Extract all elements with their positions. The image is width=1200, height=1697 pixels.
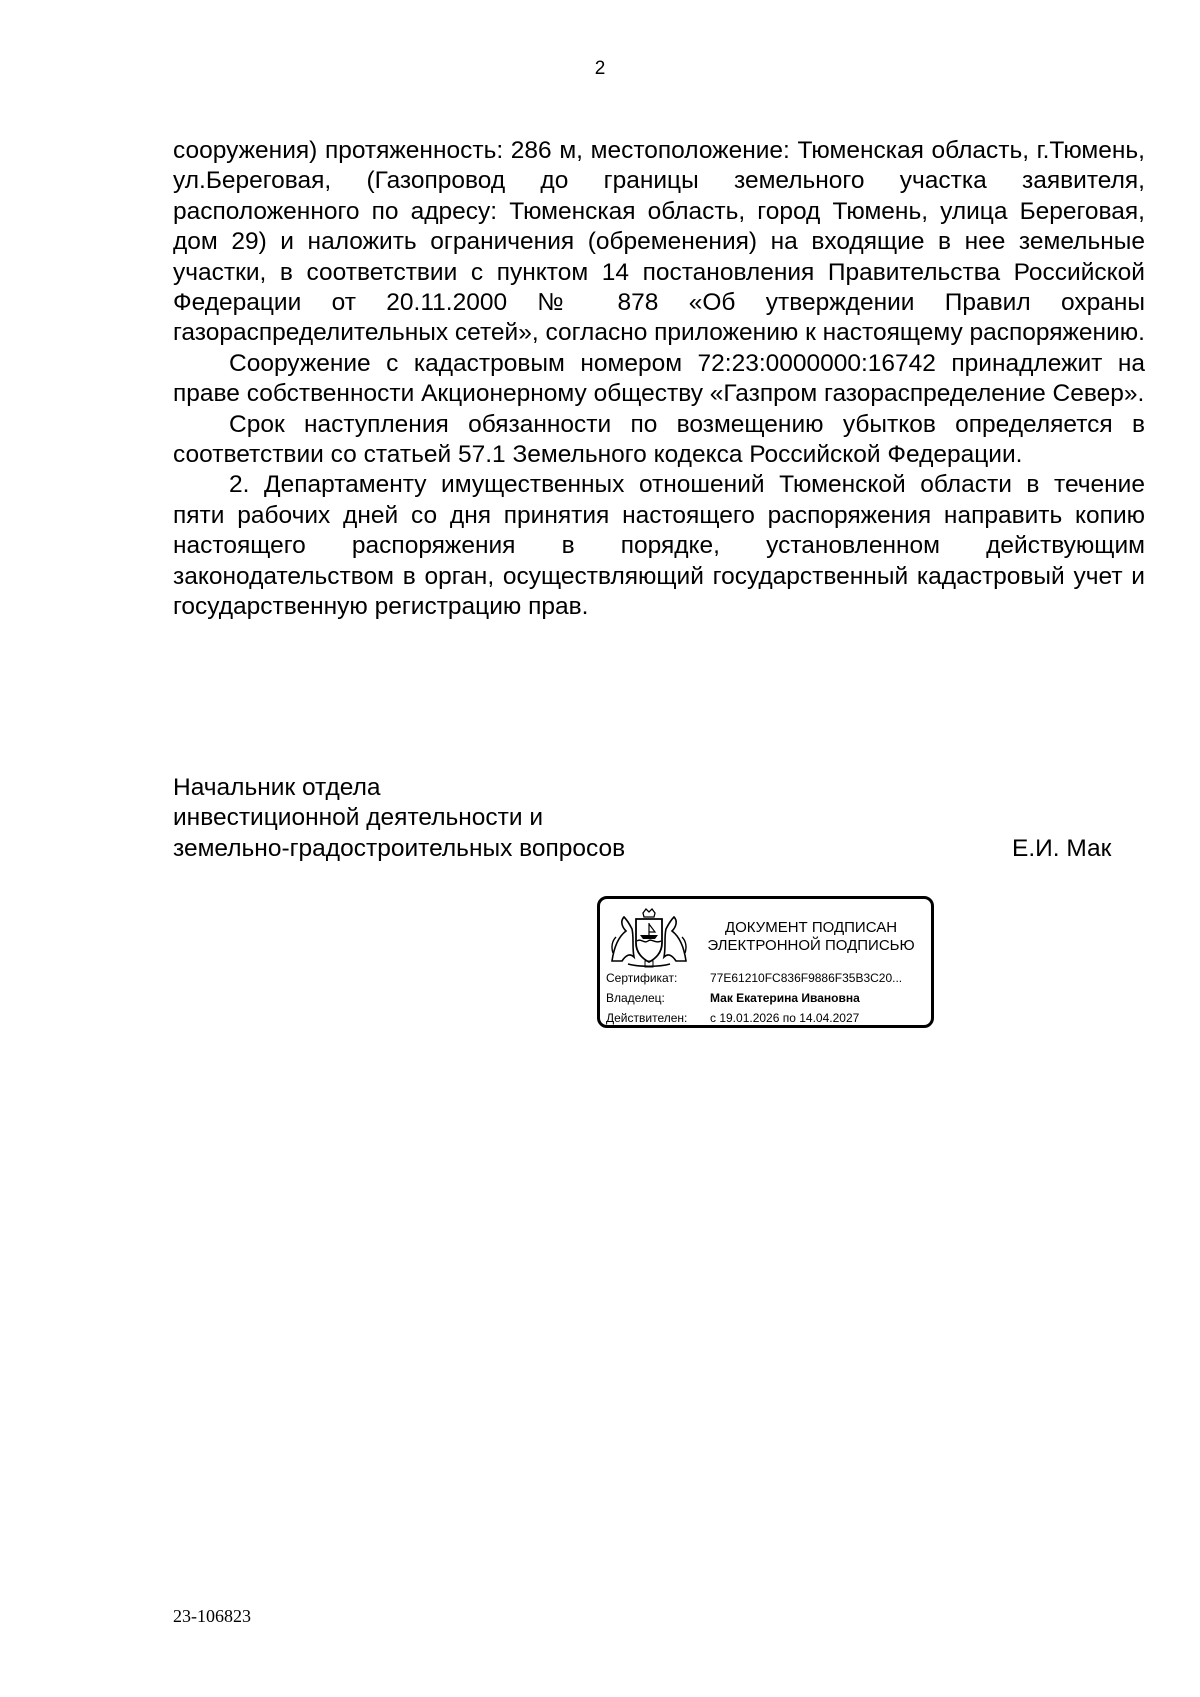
signatory-title-line: земельно-градостроительных вопросов bbox=[173, 834, 626, 862]
valid-label: Действителен: bbox=[606, 1011, 688, 1025]
stamp-title-line-2: ЭЛЕКТРОННОЙ ПОДПИСЬЮ bbox=[707, 937, 915, 954]
paragraph-2: Сооружение с кадастровым номером 72:23:0000000:16742 принадлежит на праве собственности Акционерному обществу «Газпром газораспределение Север». bbox=[173, 349, 1145, 408]
stamp-certificate-row bbox=[606, 971, 902, 985]
stamp-title bbox=[696, 919, 926, 955]
certificate-label: Сертификат: bbox=[606, 971, 678, 985]
stamp-validity-row bbox=[606, 1011, 859, 1025]
signatory-title-line: Начальник отдела bbox=[173, 774, 381, 801]
signatory-title-line: инвестиционной деятельности и bbox=[173, 804, 544, 832]
stamp-title-line-1: ДОКУМЕНТ ПОДПИСАН bbox=[724, 919, 898, 936]
certificate-value: 77E61210FC836F9886F35B3C20... bbox=[710, 971, 903, 985]
electronic-signature-stamp bbox=[597, 896, 934, 1028]
signatory-title bbox=[173, 773, 625, 864]
paragraph-4: 2. Департаменту имущественных отношений Тюменской области в течение пяти рабочих дней со дня принятия настоящего распоряжения направить копию настоящего распоряжения в порядке, установленном действующим законодательством в орган, осуществляющий государственный кадастровый учет и государственную регистрацию прав. bbox=[173, 471, 1145, 621]
paragraph-1: сооружения) протяженность: 286 м, местоположение: Тюменская область, г.Тюмень, ул.Береговая, (Газопровод до границы земельного участка заявителя, расположенного по адресу: Тюменская область, город Тюмень, улица Береговая, дом 29) и наложить ограничения (обременения) на входящие в нее земельные участки, в соответствии с пунктом 14 постановления Правительства Российской Федерации от 20.11.2000 № 878 «Об утверждении Правил охраны газораспределительных сетей», согласно приложению к настоящему распоряжению. bbox=[173, 137, 1145, 347]
owner-label: Владелец: bbox=[606, 991, 665, 1005]
stamp-owner-row bbox=[606, 991, 860, 1005]
tyumen-coat-of-arms-icon bbox=[608, 907, 690, 969]
valid-value: с 19.01.2026 по 14.04.2027 bbox=[710, 1011, 860, 1025]
paragraph-3: Срок наступления обязанности по возмещению убытков определяется в соответствии со статьей 57.1 Земельного кодекса Российской Федерации. bbox=[173, 410, 1145, 469]
page-number: 2 bbox=[594, 58, 606, 79]
document-body bbox=[173, 136, 1145, 623]
owner-value: Мак Екатерина Ивановна bbox=[710, 991, 860, 1005]
signer-name: Е.И. Мак bbox=[1012, 835, 1112, 862]
document-code: 23-106823 bbox=[173, 1606, 251, 1626]
